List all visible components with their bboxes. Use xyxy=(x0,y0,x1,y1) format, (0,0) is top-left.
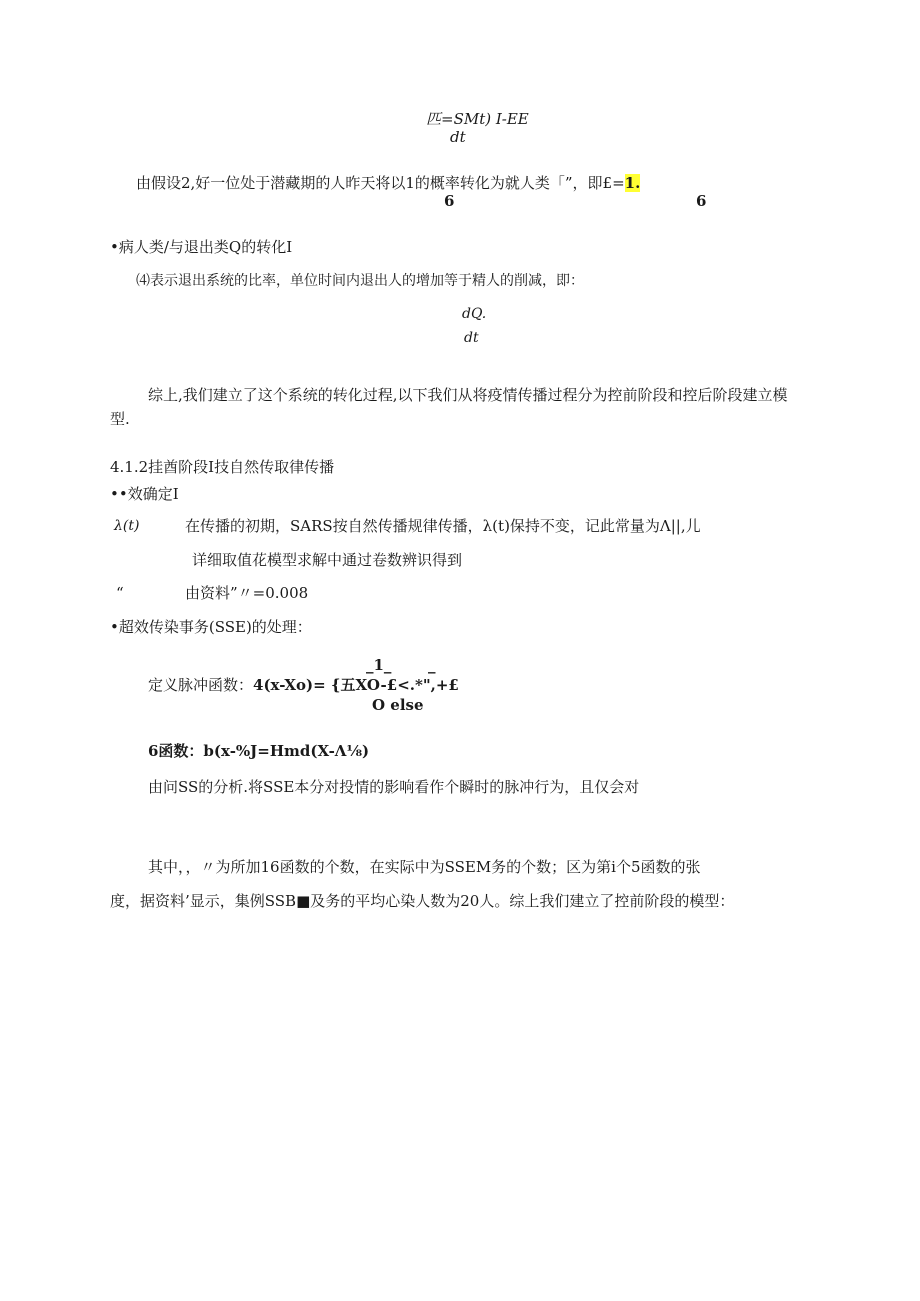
impulse-definition xyxy=(148,676,459,694)
subscript-right: 6 xyxy=(696,192,707,210)
delta-function-definition: 6函数：b(x-%J=Hmd(X-Λ⅛) xyxy=(148,742,370,760)
formula-1-numerator: 匹=SMt) I-EE xyxy=(426,110,529,128)
lambda-description: 在传播的初期，SARS按自然传播规律传播，λ(t)保持不变，记此常量为Λ||,儿 xyxy=(185,517,701,535)
lambda-symbol: λ(t) xyxy=(114,518,140,534)
paragraph-summary-line-1: 综上,我们建立了这个系统的转化过程,以下我们从将疫情传播过程分为控前阶段和控后阶段建立模 xyxy=(148,386,788,404)
paragraph-function-count: 其中，，〃为所加16函数的个数，在实际中为SSEM务的个数；区为第i个5函数的张 xyxy=(148,858,701,876)
paragraph-assumption xyxy=(136,174,640,192)
paragraph-model-conclusion: 度，据资料’显示，集例SSB■及务的平均心染人数为20人。综上我们建立了控前阶段的模型： xyxy=(110,892,735,910)
bullet-patient-transfer: •病人类/与退出类Q的转化I xyxy=(110,238,293,256)
formula-2-denominator: dt xyxy=(464,330,479,346)
paragraph-exit-rate: ⑷表示退出系统的比率，单位时间内退出人的增加等于精人的削减，即： xyxy=(136,273,584,289)
subscript-left: 6 xyxy=(444,192,455,210)
quote-mark: “ xyxy=(116,584,124,602)
impulse-else xyxy=(372,696,424,714)
highlighted-value: 1. xyxy=(624,174,641,192)
impulse-expression: 4(x-Xo)= {五XO-£<.*",+£ xyxy=(253,676,459,694)
formula-1-denominator: dt xyxy=(450,128,466,146)
impulse-top-mark: _1_ xyxy=(366,656,392,674)
bullet-sse-handling: •超效传染事务(SSE)的处理： xyxy=(110,618,312,636)
paragraph-assumption-text: 由假设2,好一位处于潜藏期的人昨天将以1的概率转化为就人类「”，即£= xyxy=(136,174,625,192)
paragraph-summary-line-2: 型. xyxy=(110,410,130,428)
data-source-value: 由资料”〃=0.008 xyxy=(185,584,309,602)
impulse-else-text: O else xyxy=(372,696,424,714)
bullet-effect-determination: ••效确定I xyxy=(110,485,179,503)
impulse-prefix: 定义脉冲函数： xyxy=(148,676,254,694)
lambda-description-line-2: 详细取值花模型求解中通过卷数辨识得到 xyxy=(192,551,463,569)
impulse-top-mark-2: _ xyxy=(428,656,436,674)
formula-2-numerator: dQ. xyxy=(462,306,487,322)
section-heading: 4.1.2挂酋阶段I技自然传取律传播 xyxy=(110,458,335,476)
paragraph-ss-analysis: 由问SS的分析.将SSE本分对投情的影响看作个瞬时的脉冲行为，且仅会对 xyxy=(148,778,640,796)
